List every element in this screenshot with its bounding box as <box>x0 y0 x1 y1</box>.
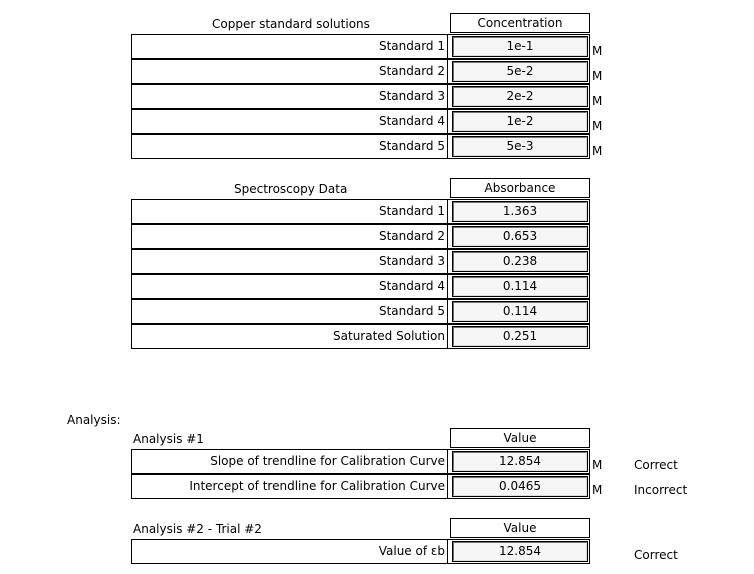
copper-row-label: Standard 2 <box>132 60 448 83</box>
spectro-row-label: Standard 1 <box>132 200 448 223</box>
spectro-section-title: Spectroscopy Data <box>234 182 348 196</box>
analysis-heading: Analysis: <box>67 413 121 427</box>
absorbance-input-2[interactable]: 0.653 <box>452 226 588 247</box>
concentration-input-1[interactable]: 1e-1 <box>452 36 588 57</box>
analysis-1-title: Analysis #1 <box>133 432 204 446</box>
analysis-row-label: Value of εb <box>132 540 448 563</box>
intercept-input[interactable]: 0.0465 <box>452 476 588 497</box>
copper-row-label: Standard 4 <box>132 110 448 133</box>
absorbance-input-saturated[interactable]: 0.251 <box>452 326 588 347</box>
absorbance-input-5[interactable]: 0.114 <box>452 301 588 322</box>
analysis-row-label: Slope of trendline for Calibration Curve <box>132 450 448 473</box>
absorbance-input-1[interactable]: 1.363 <box>452 201 588 222</box>
copper-row <box>131 134 590 159</box>
copper-row-label: Standard 5 <box>132 135 448 158</box>
spectro-row <box>131 199 590 224</box>
spectro-row-label: Standard 5 <box>132 300 448 323</box>
unit-label: M <box>592 44 603 58</box>
epsilon-b-status: Correct <box>634 548 678 562</box>
absorbance-input-4[interactable]: 0.114 <box>452 276 588 297</box>
intercept-status: Incorrect <box>634 483 688 497</box>
slope-status: Correct <box>634 458 678 472</box>
spectro-row <box>131 299 590 324</box>
analysis-2-value-header: Value <box>450 518 590 538</box>
spectro-row <box>131 224 590 249</box>
analysis-row <box>131 474 590 499</box>
concentration-input-4[interactable]: 1e-2 <box>452 111 588 132</box>
absorbance-column-header: Absorbance <box>450 178 590 198</box>
analysis-row <box>131 449 590 474</box>
copper-section-title: Copper standard solutions <box>212 17 370 31</box>
concentration-input-3[interactable]: 2e-2 <box>452 86 588 107</box>
unit-label: M <box>592 119 603 133</box>
copper-row <box>131 84 590 109</box>
copper-row-label: Standard 3 <box>132 85 448 108</box>
spectro-row <box>131 324 590 349</box>
absorbance-input-3[interactable]: 0.238 <box>452 251 588 272</box>
concentration-column-header: Concentration <box>450 13 590 33</box>
epsilon-b-input[interactable]: 12.854 <box>452 541 588 562</box>
copper-row <box>131 109 590 134</box>
slope-input[interactable]: 12.854 <box>452 451 588 472</box>
spectro-row <box>131 249 590 274</box>
spectro-row-label: Standard 2 <box>132 225 448 248</box>
unit-label: M <box>592 483 603 497</box>
unit-label: M <box>592 69 603 83</box>
unit-label: M <box>592 144 603 158</box>
spectro-row-label: Saturated Solution <box>132 325 448 348</box>
analysis-2-title: Analysis #2 - Trial #2 <box>133 522 262 536</box>
copper-row <box>131 34 590 59</box>
analysis-row <box>131 539 590 564</box>
spectro-row-label: Standard 3 <box>132 250 448 273</box>
unit-label: M <box>592 94 603 108</box>
copper-row-label: Standard 1 <box>132 35 448 58</box>
concentration-input-2[interactable]: 5e-2 <box>452 61 588 82</box>
spectro-row-label: Standard 4 <box>132 275 448 298</box>
concentration-input-5[interactable]: 5e-3 <box>452 136 588 157</box>
copper-row <box>131 59 590 84</box>
spectro-row <box>131 274 590 299</box>
analysis-1-value-header: Value <box>450 428 590 448</box>
analysis-row-label: Intercept of trendline for Calibration Curve <box>132 475 448 498</box>
unit-label: M <box>592 458 603 472</box>
